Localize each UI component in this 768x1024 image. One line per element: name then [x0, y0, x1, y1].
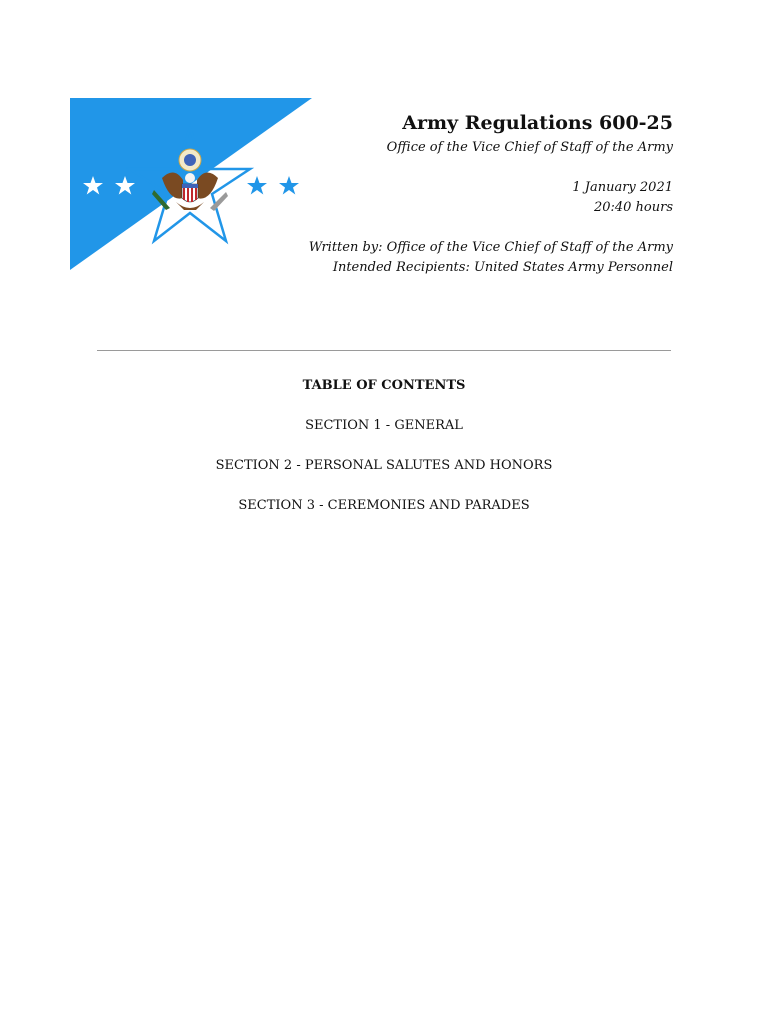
toc-item-section-1[interactable]: SECTION 1 - GENERAL	[305, 418, 463, 433]
spacer	[253, 158, 673, 178]
toc-item-section-2[interactable]: SECTION 2 - PERSONAL SALUTES AND HONORS	[215, 458, 553, 473]
toc-item-section-3[interactable]: SECTION 3 - CEREMONIES AND PARADES	[238, 498, 530, 513]
written-by: Written by: Office of the Vice Chief of Staff of the Army	[308, 240, 673, 255]
document-title: Army Regulations 600-25	[402, 112, 673, 134]
intended-recipients: Intended Recipients: United States Army Personnel	[332, 260, 673, 275]
issuing-office: Office of the Vice Chief of Staff of the Army	[386, 140, 673, 155]
table-of-contents	[0, 376, 768, 536]
toc-heading: TABLE OF CONTENTS	[302, 378, 466, 393]
document-time: 20:40 hours	[593, 200, 673, 215]
document-date: 1 January 2021	[572, 180, 673, 195]
document-header	[253, 110, 673, 278]
spacer	[253, 218, 673, 238]
horizontal-divider	[97, 350, 671, 351]
